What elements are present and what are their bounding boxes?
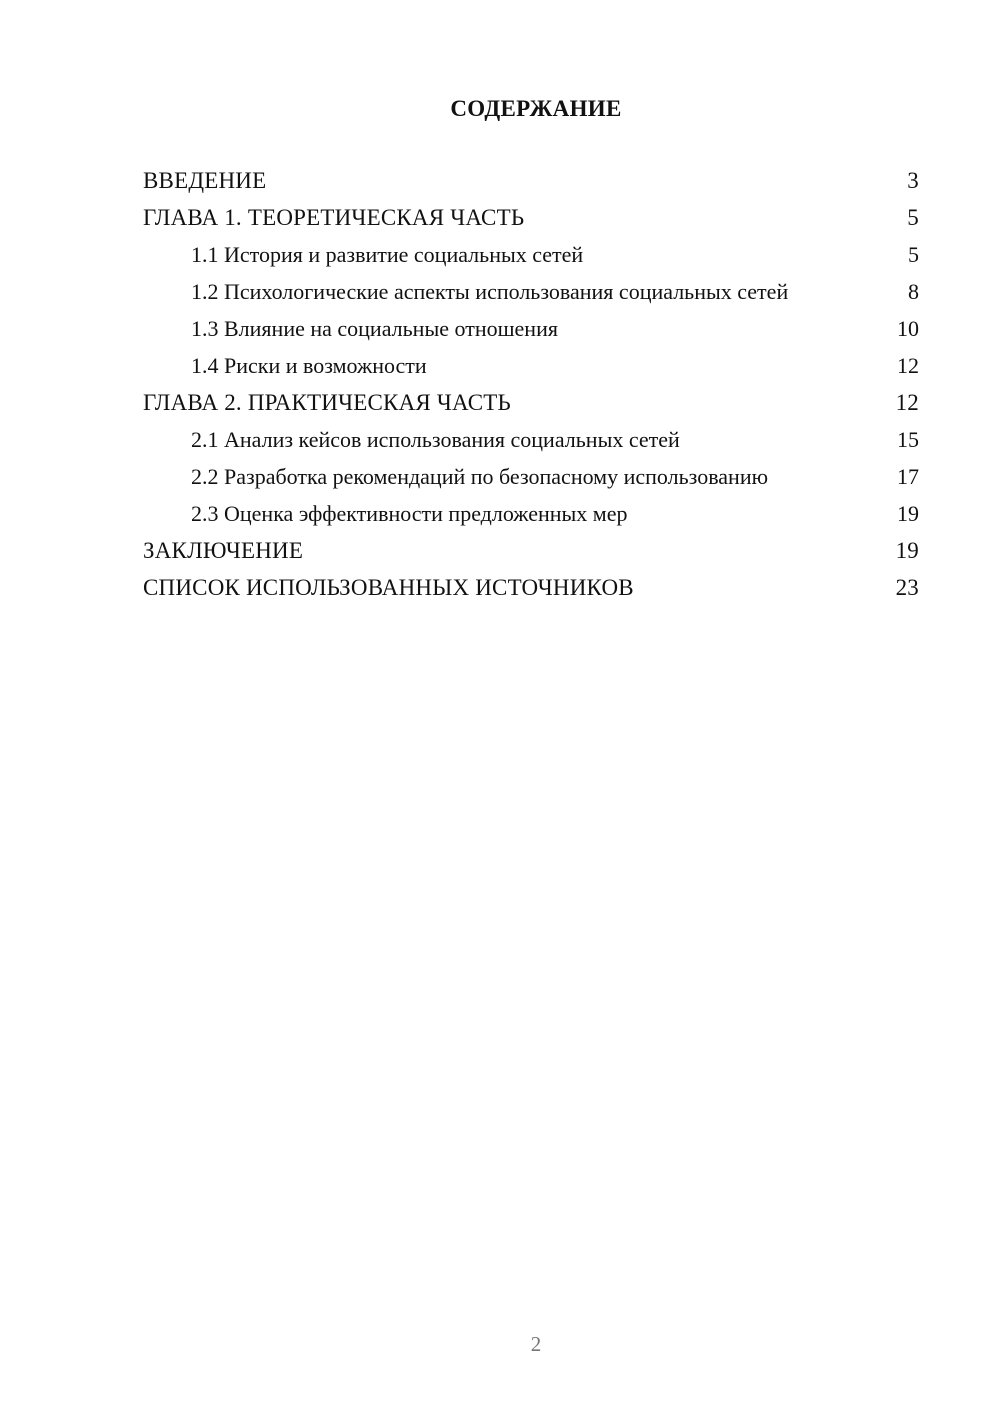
toc-entry-page: 23	[895, 575, 919, 600]
toc-entry-section-2-1[interactable]	[143, 427, 919, 453]
toc-entry-page: 19	[895, 538, 919, 563]
toc-entry-text: 2.2 Разработка рекомендаций по безопасному использованию	[191, 464, 769, 489]
toc-entry-text: 1.2 Психологические аспекты использования социальных сетей	[191, 279, 789, 304]
toc-entry-page: 10	[897, 316, 919, 341]
toc-entry-text: 2.3 Оценка эффективности предложенных мер	[191, 501, 628, 526]
toc-entry-page: 8	[908, 279, 919, 304]
toc-entry-text: ГЛАВА 2. ПРАКТИЧЕСКАЯ ЧАСТЬ	[143, 390, 511, 415]
toc-entry-references[interactable]	[143, 575, 919, 601]
toc-entry-text: ВВЕДЕНИЕ	[143, 168, 267, 193]
toc-entry-section-2-2[interactable]	[143, 464, 919, 490]
toc-entry-page: 15	[897, 427, 919, 452]
toc-entry-section-1-3[interactable]	[143, 316, 919, 342]
toc-entry-text: ЗАКЛЮЧЕНИЕ	[143, 538, 304, 563]
toc-entry-page: 12	[897, 353, 919, 378]
toc-entry-text: ГЛАВА 1. ТЕОРЕТИЧЕСКАЯ ЧАСТЬ	[143, 205, 525, 230]
toc-entry-text: СПИСОК ИСПОЛЬЗОВАННЫХ ИСТОЧНИКОВ	[143, 575, 634, 600]
toc-entry-chapter-2[interactable]	[143, 390, 919, 416]
toc-entry-section-1-1[interactable]	[143, 242, 919, 268]
toc-entry-section-1-4[interactable]	[143, 353, 919, 379]
toc-entry-section-2-3[interactable]	[143, 501, 919, 527]
toc-entry-text: 2.1 Анализ кейсов использования социальных сетей	[191, 427, 680, 452]
toc-entry-text: 1.4 Риски и возможности	[191, 353, 427, 378]
toc-entry-page: 5	[908, 242, 919, 267]
page-title: СОДЕРЖАНИЕ	[450, 96, 622, 121]
toc-entry-page: 19	[897, 501, 919, 526]
toc-entry-conclusion[interactable]	[143, 538, 919, 564]
toc-entry-text: 1.3 Влияние на социальные отношения	[191, 316, 558, 341]
toc-entry-page: 12	[895, 390, 919, 415]
table-of-contents	[143, 168, 919, 612]
toc-entry-text: 1.1 История и развитие социальных сетей	[191, 242, 584, 267]
toc-entry-introduction[interactable]	[143, 168, 919, 194]
toc-entry-chapter-1[interactable]	[143, 205, 919, 231]
toc-entry-page: 17	[897, 464, 919, 489]
toc-entry-page: 3	[907, 168, 919, 193]
page-number: 2	[530, 1332, 542, 1356]
toc-entry-page: 5	[907, 205, 919, 230]
toc-entry-section-1-2[interactable]	[143, 279, 919, 305]
